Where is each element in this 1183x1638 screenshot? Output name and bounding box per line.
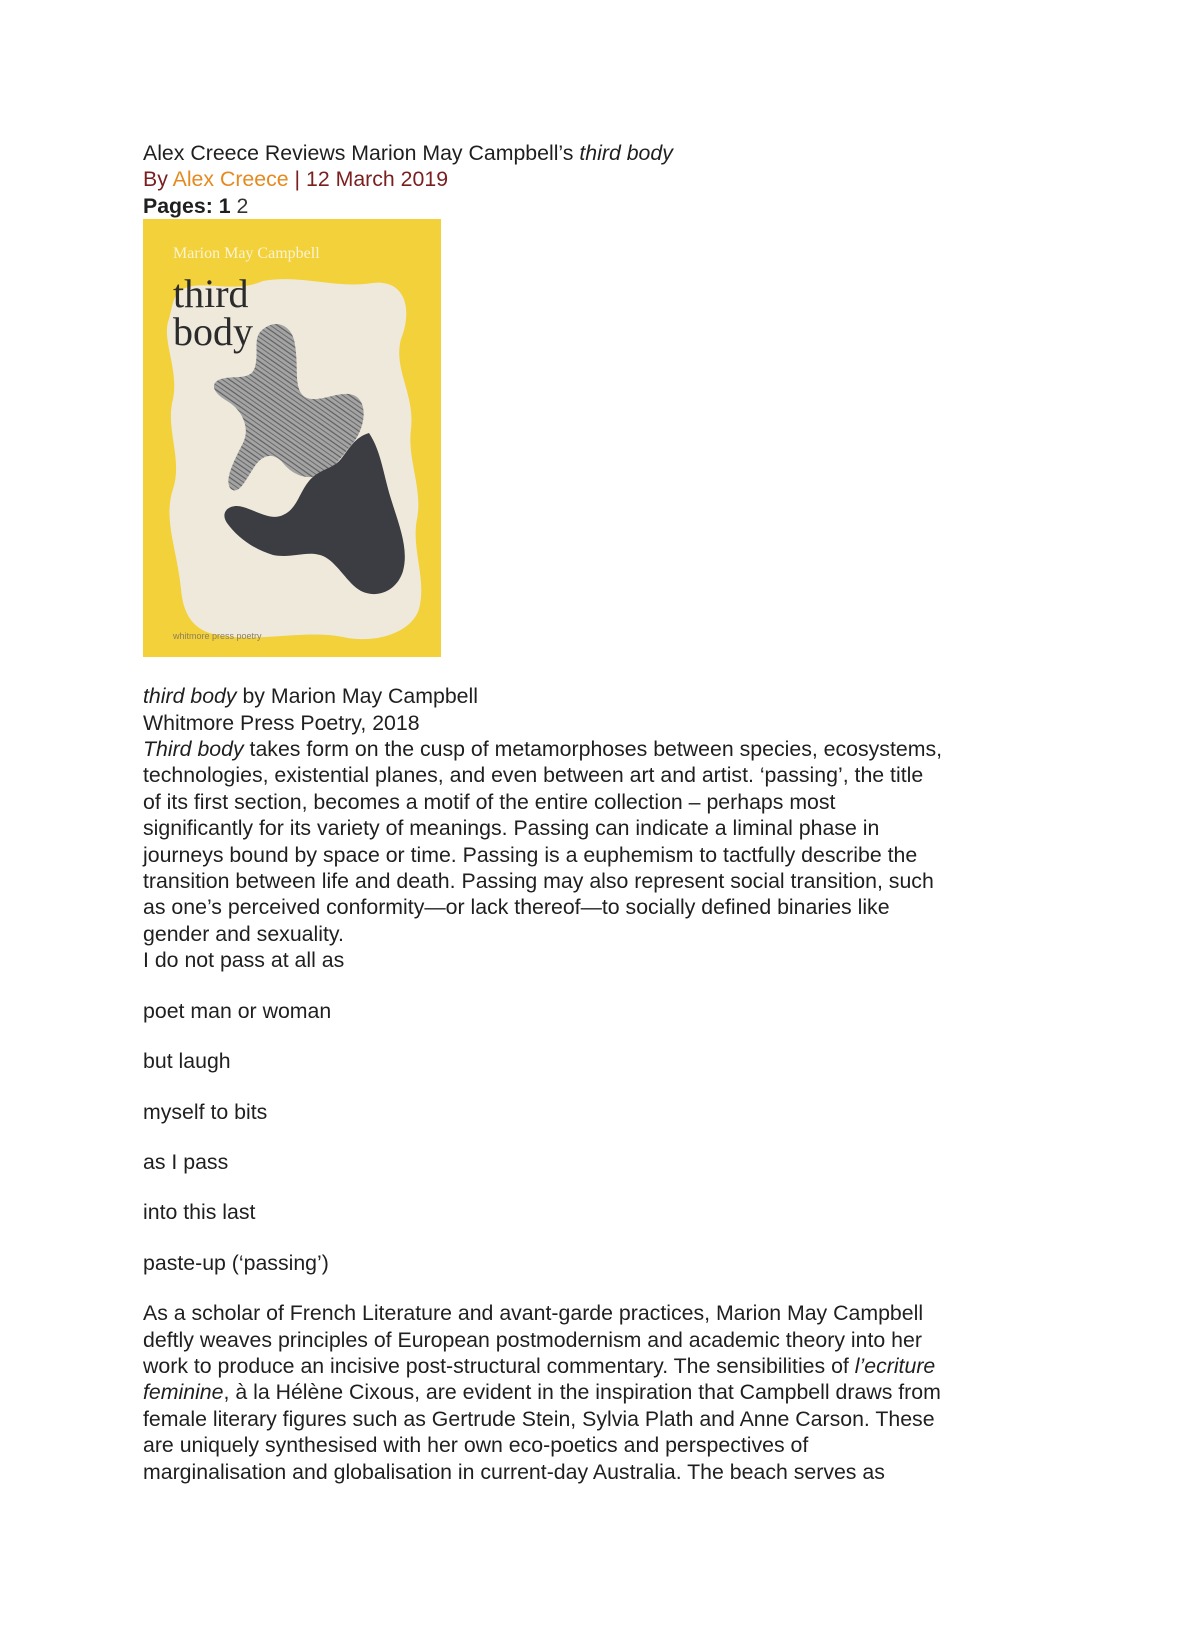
poem-line: I do not pass at all as — [143, 948, 345, 973]
poem-excerpt — [143, 947, 1043, 1276]
closing-paragraph: As a scholar of French Literature and avant-garde practices, Marion May Campbell deftly weaves principles of European postmodernism and academic theory into her work to produce an incisive post-structural commentary. The sensibilities of l’ecriture feminine, à la Hélène Cixous, are evident in the inspiration that Campbell draws from female literary figures such as Gertrude Stein, Sylvia Plath and Anne Carson. These are uniquely synthesised with her own eco-poetics and perspectives of marginalisation and globalisation in current-day Australia. The beach serves as — [143, 1301, 941, 1484]
cover-author-name: Marion May Campbell — [173, 245, 320, 263]
page-2-link[interactable]: 2 — [236, 193, 249, 218]
book-title-line: third body by Marion May Campbell — [143, 684, 478, 709]
article — [143, 140, 1043, 1485]
poem-line: but laugh — [143, 1049, 231, 1074]
pagination: Pages: 1 2 — [143, 193, 249, 218]
intro-paragraph: Third body takes form on the cusp of metamorphoses between species, ecosystems, technologies, existential planes, and even between art and artist. ‘passing’, the title of its first section, becomes a motif of the entire collection – perhaps most significantly for its variety of meanings. Passing can indicate a liminal phase in journeys bound by space or time. Passing is a euphemism to tactfully describe the transition between life and death. Passing may also represent social transition, such as one’s perceived conformity—or lack thereof—to socially defined binaries like gender and sexuality. — [143, 737, 943, 946]
cover-title: third body — [173, 271, 253, 355]
poem-line: as I pass — [143, 1149, 229, 1174]
poem-line: poet man or woman — [143, 998, 332, 1023]
publisher-line: Whitmore Press Poetry, 2018 — [143, 710, 420, 735]
publish-date: 12 March 2019 — [305, 167, 449, 192]
poem-line: paste-up (‘passing’) — [143, 1250, 329, 1275]
article-title: Alex Creece Reviews Marion May Campbell’s third body — [143, 141, 673, 165]
poem-line: into this last — [143, 1200, 256, 1225]
page-1-current: 1 — [218, 193, 231, 218]
article-title-book: third body — [579, 141, 673, 165]
poem-line: myself to bits — [143, 1099, 268, 1124]
byline: By Alex Creece | 12 March 2019 — [143, 167, 449, 192]
cover-publisher: whitmore press poetry — [173, 631, 262, 642]
author-link[interactable]: Alex Creece — [172, 167, 289, 192]
book-cover-image — [143, 219, 441, 657]
